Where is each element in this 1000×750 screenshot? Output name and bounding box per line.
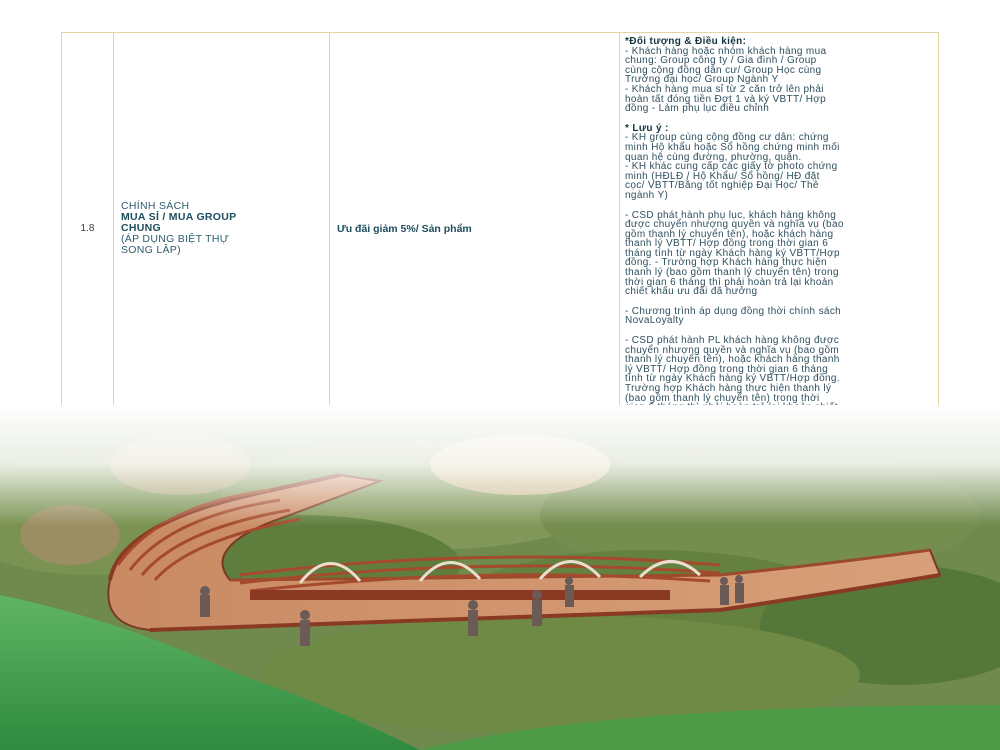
condition-line: gồm thanh lý chuyển tên), hoặc khách hàng xyxy=(625,228,834,240)
policy-table xyxy=(61,32,939,425)
condition-line: - KH khác cung cấp các giấy tờ photo chứng xyxy=(625,161,838,173)
row-number: 1.8 xyxy=(62,33,114,425)
policy-title-bold: MUA SỈ / MUA GROUP xyxy=(121,211,237,224)
condition-line: thanh lý (bao gồm thanh lý chuyển tên) trong xyxy=(625,267,839,279)
condition-line: chuyển nhượng quyền và nghĩa vụ (bao gồm xyxy=(625,344,840,356)
condition-line: đồng - Làm phụ lục điều chỉnh xyxy=(625,103,770,115)
policy-title-cell xyxy=(114,33,330,425)
condition-line: - CSD phát hành phụ lục, khách hàng không xyxy=(625,209,837,221)
condition-line: - Chương trình áp dụng đồng thời chính sách xyxy=(625,305,842,317)
condition-line: cùng cộng đồng dân cư/ Group Học cùng xyxy=(625,64,822,76)
benefit-cell: Ưu đãi giảm 5%/ Sản phẩm xyxy=(330,33,620,425)
condition-line: cọc/ VBTT/Bằng tốt nghiệp Đại Học/ Thẻ xyxy=(625,180,819,192)
condition-line: - Khách hàng mua sỉ từ 2 căn trở lên phải xyxy=(625,83,824,95)
condition-line: thời gian 6 tháng thì phải hoàn trả lại khoản xyxy=(625,276,834,288)
condition-line: - CSD phát hành PL khách hàng không được xyxy=(625,335,840,347)
condition-line: được chuyển nhượng quyền và nghĩa vụ (bao xyxy=(625,219,844,231)
condition-line: đồng. - Trường hợp Khách hàng thực hiện xyxy=(625,257,827,269)
condition-line: minh Hộ khẩu hoặc Sổ hồng chứng minh mối xyxy=(625,141,840,153)
conditions-list xyxy=(625,47,932,114)
condition-line: ngành Y) xyxy=(625,189,669,201)
condition-line: tháng tính từ ngày Khách hàng ký VBTT/Hợp xyxy=(625,247,840,259)
table-row xyxy=(62,33,939,425)
policy-title-line: SONG LẬP) xyxy=(121,244,181,257)
park-walkway-illustration xyxy=(0,405,1000,750)
condition-line: chung: Group công ty / Gia đình / Group xyxy=(625,55,817,67)
condition-line: chiết khấu ưu đãi đã hưởng xyxy=(625,286,758,298)
condition-line: lý VBTT/ Hợp đồng trong thời gian 6 tháng xyxy=(625,363,829,375)
policy-title-line: (ÁP DỤNG BIỆT THỰ xyxy=(121,233,230,246)
condition-line: hoàn tất đóng tiền Đợt 1 và ký VBTT/ Hợp xyxy=(625,93,827,105)
notes-list xyxy=(625,133,932,200)
notes-list xyxy=(625,211,932,297)
conditions-cell xyxy=(620,33,939,425)
condition-line: thanh lý chuyển tên), hoặc khách hàng thanh xyxy=(625,354,840,366)
condition-line: (bao gồm thanh lý chuyển tên) trong thời xyxy=(625,392,820,404)
condition-line: - KH group cùng cộng đồng cư dân: chứng xyxy=(625,132,829,144)
conditions-heading: *Đối tượng & Điều kiện: xyxy=(625,36,747,47)
condition-line: Trường đại học/ Group Ngành Y xyxy=(625,74,779,86)
condition-line: quan hệ cùng đường, phường, quận. xyxy=(625,151,802,163)
condition-line: - Khách hàng hoặc nhóm khách hàng mua xyxy=(625,45,827,57)
condition-line: thanh lý VBTT/ Hợp đồng trong thời gian 6 xyxy=(625,238,829,250)
policy-title-line: CHÍNH SÁCH xyxy=(121,200,190,213)
policy-title-bold: CHUNG xyxy=(121,222,161,235)
condition-line: minh (HĐLĐ / Hộ Khẩu/ Sổ hồng/ HĐ đặt xyxy=(625,170,820,182)
condition-line: NovaLoyalty xyxy=(625,315,684,327)
notes-list xyxy=(625,307,932,326)
condition-line: Trường hợp Khách hàng thực hiện thanh lý xyxy=(625,383,832,394)
notes-heading: * Lưu ý : xyxy=(625,122,669,134)
condition-line: tính từ ngày Khách hàng ký VBTT/Hợp đồng. xyxy=(625,373,840,385)
